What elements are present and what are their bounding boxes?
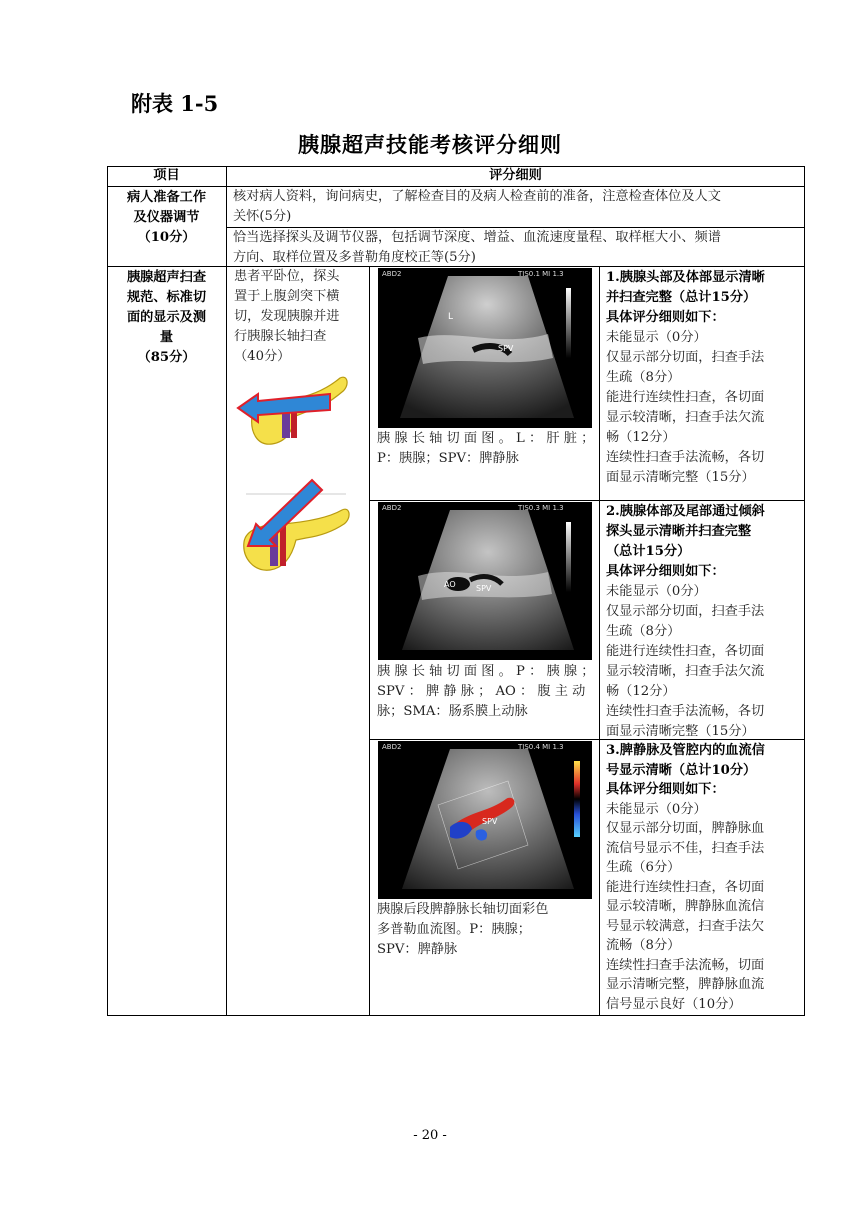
section1-item1: 核对病人资料，询问病史，了解检查目的及病人检查前的准备，注意检查体位及人文 关怀(5分) (233, 189, 721, 224)
header-criteria: 评分细则 (489, 168, 542, 183)
caption-1: 胰 腺 长 轴 切 面 图 。 L ： 肝 脏 ； P：胰腺；SPV：脾静脉 (377, 431, 595, 466)
caption-2: 胰 腺 长 轴 切 面 图 。 P ： 胰 腺 ； SPV ： 脾 静 脉 ； AO ： 腹 主 动 脉；SMA：肠系膜上动脉 (377, 664, 595, 719)
appendix-label: 附表 1-5 (131, 91, 219, 116)
criteria-2: 2.胰腺体部及尾部通过倾斜 探头显示清晰并扫查完整 （总计15分） 具体评分细则如下： 未能显示（0分） 仅显示部分切面，扫查手法 生疏（8分） 能进行连续性扫查，各切面 显示较清晰，扫查手法欠流 畅（12分） 连续性扫查手法流畅，各切 面显示清晰完整（15分） (606, 504, 765, 739)
section1-item2: 恰当选择探头及调节仪器，包括调节深度、增益、血流速度量程、取样框大小、频谱 方向、取样位置及多普勒角度校正等(5分) (233, 230, 721, 265)
ultrasound-image-2: ABD2 TIS0.3 MI 1.3 AO SPV (378, 502, 592, 660)
table-rule (226, 166, 227, 1016)
table-rule (369, 266, 370, 1016)
table-rule (599, 266, 600, 1016)
document-title: 胰腺超声技能考核评分细则 (298, 132, 562, 157)
caption-3: 胰腺后段脾静脉长轴切面彩色 多普勒血流图。P：胰腺； SPV：脾静脉 (377, 902, 549, 957)
pancreas-probe-diagram-2 (236, 474, 356, 578)
section2-description: 患者平卧位，探头 置于上腹剑突下横 切，发现胰腺并进 行胰腺长轴扫查 （40分） (234, 269, 340, 364)
criteria-3: 3.脾静脉及管腔内的血流信 号显示清晰（总计10分） 具体评分细则如下： 未能显示（0分） 仅显示部分切面，脾静脉血 流信号显示不佳，扫查手法 生疏（6分） 能进行连续性扫查，各切面 显示较清晰，脾静脉血流信 号显示较满意，扫查手法欠 流畅（8分） 连续性扫查手法流畅，切面 显示清晰完整，脾静脉血流 信号显示良好（10分） (606, 743, 765, 1012)
ultrasound-image-3: ABD2 TIS0.4 MI 1.3 SPV (378, 741, 592, 899)
header-item: 项目 (153, 168, 180, 183)
section1-title: 病人准备工作 及仪器调节 （10分） (126, 190, 207, 245)
artery-shape (280, 526, 286, 566)
section2-title: 胰腺超声扫查 规范、标准切 面的显示及测 量 （85分） (126, 270, 207, 365)
table-rule (369, 500, 805, 501)
pancreas-probe-diagram-1 (232, 366, 352, 452)
ultrasound-image-1: ABD2 TIS0.1 MI 1.3 L SPV (378, 268, 592, 428)
criteria-1: 1.胰腺头部及体部显示清晰 并扫查完整（总计15分） 具体评分细则如下： 未能显示（0分） 仅显示部分切面，扫查手法 生疏（8分） 能进行连续性扫查，各切面 显示较清晰，扫查手法欠流 畅（12分） 连续性扫查手法流畅，各切 面显示清晰完整（15分） (606, 270, 765, 485)
page-number: - 20 - (413, 1128, 447, 1143)
